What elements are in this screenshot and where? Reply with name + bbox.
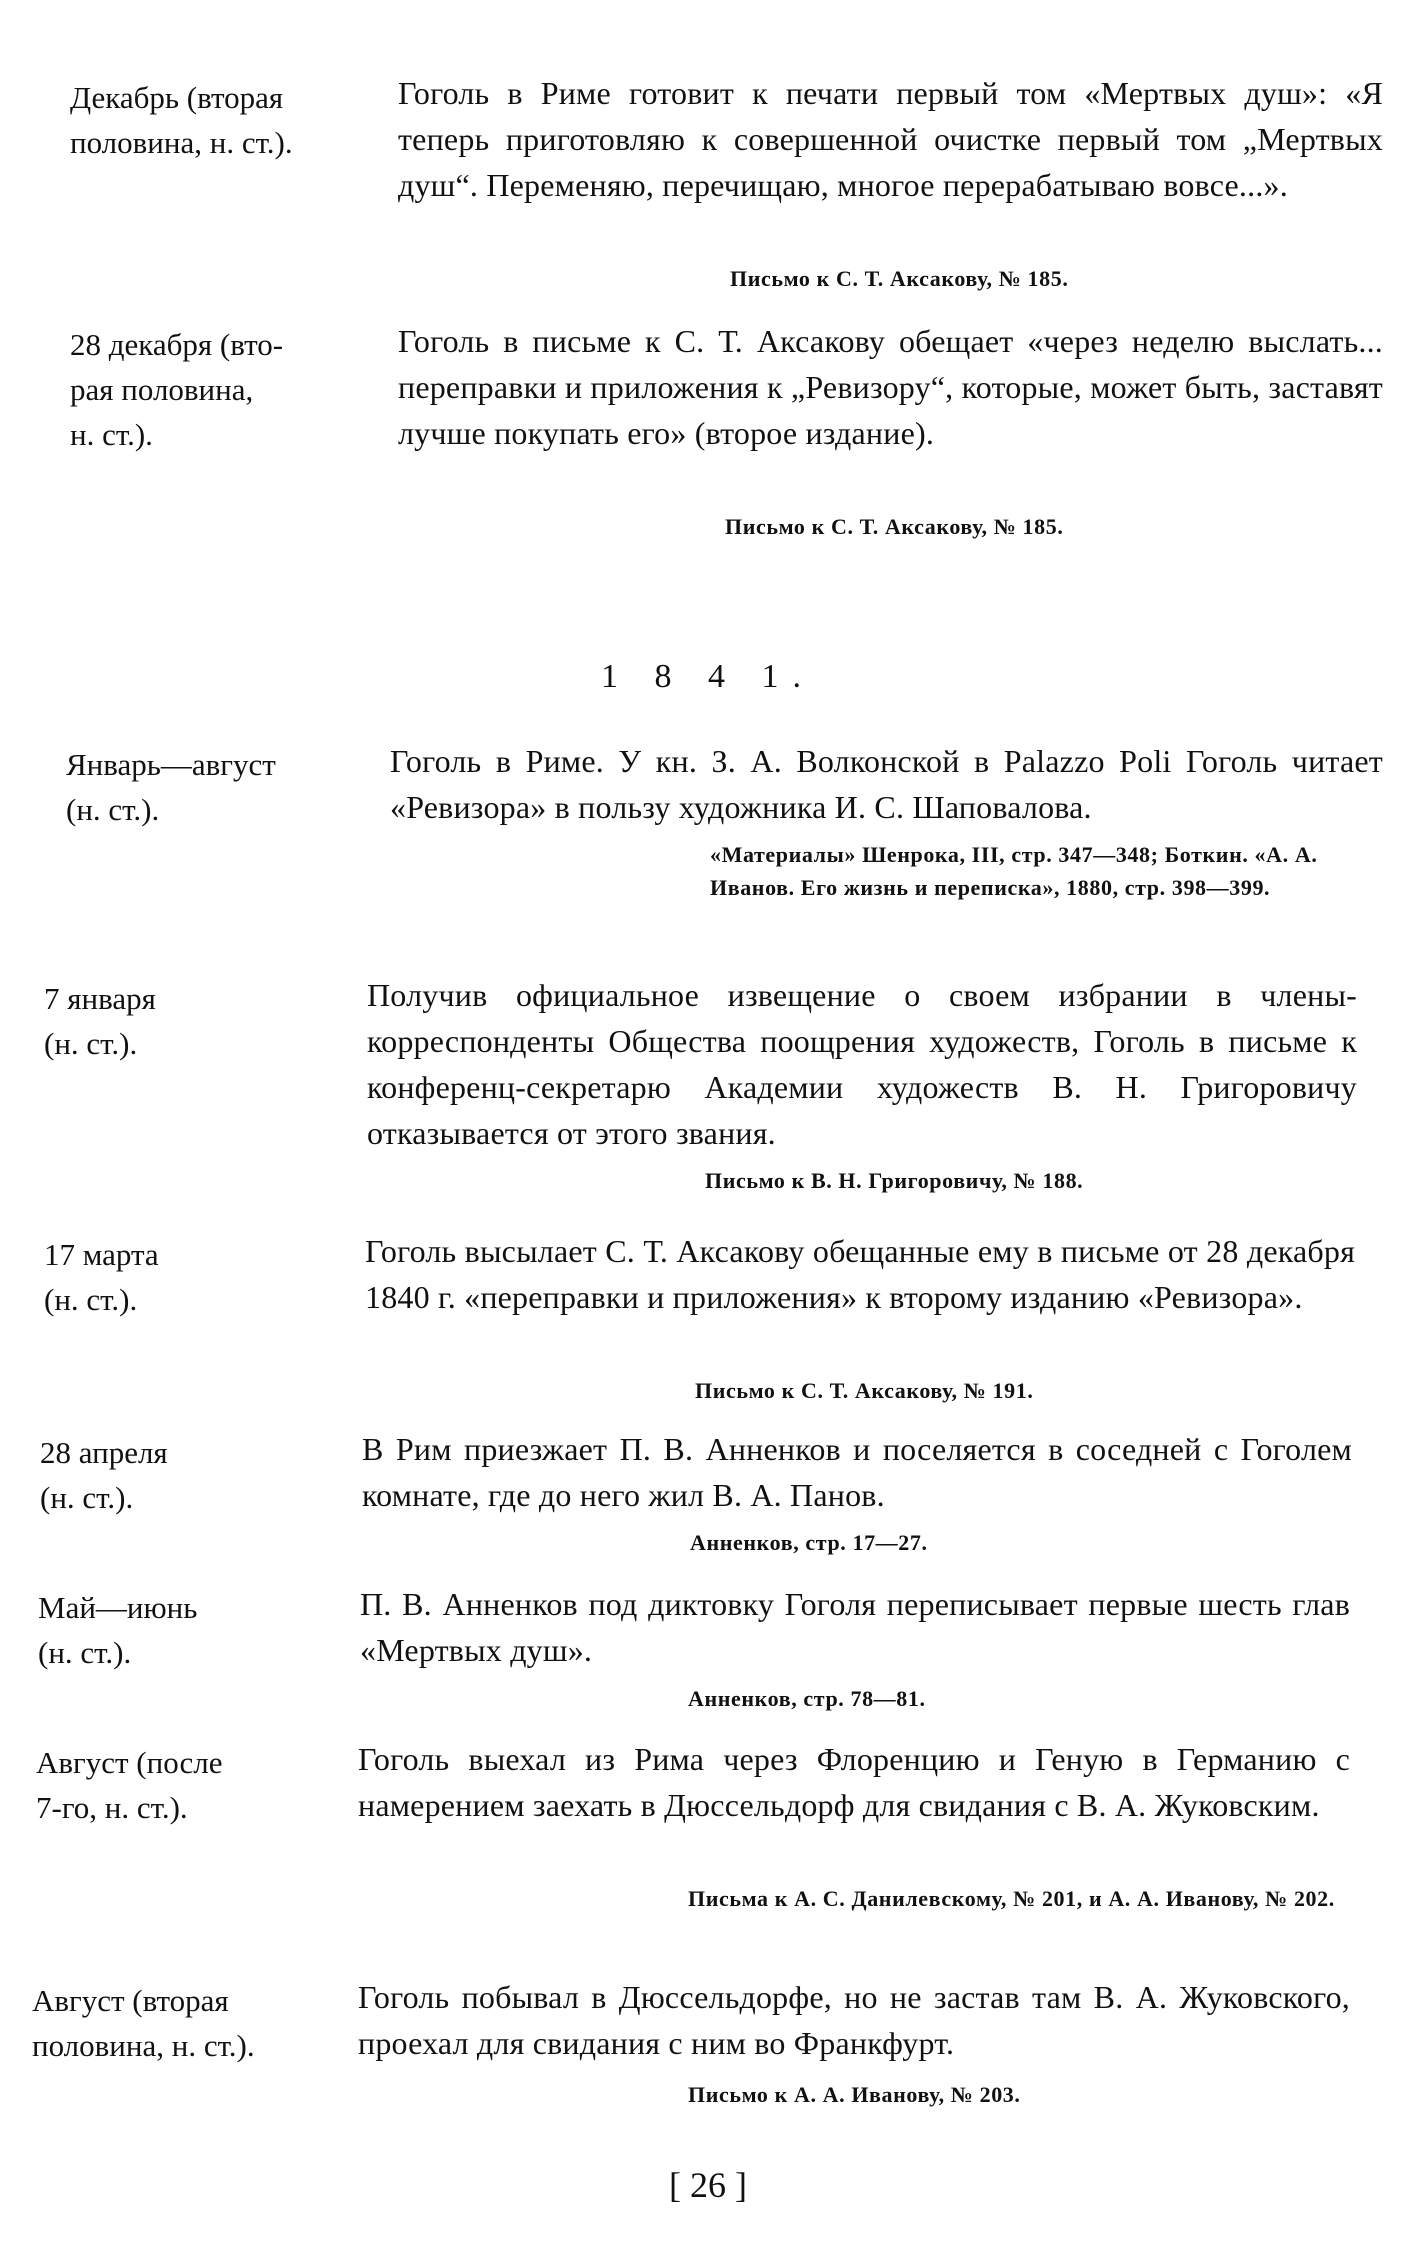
entry-source: Письмо к В. Н. Григоровичу, № 188. [705,1168,1084,1193]
entry-source: Письмо к С. Т. Аксакову, № 191. [695,1378,1034,1403]
entry-date: 28 апреля (н. ст.). [40,1435,168,1515]
entry-text: Гоголь в Риме готовит к печати первый том «Мертвых душ»: «Я теперь приготовляю к совершенной очистке первый том „Мертвых душ“. Переменяю, перечищаю, многое перерабатываю вовсе...». [398,75,1383,203]
entry-date: Декабрь (вторая половина, н. ст.). [70,80,293,160]
entry-text: Гоголь высылает С. Т. Аксакову обещанные ему в письме от 28 декабря 1840 г. «переправки и приложения» к второму изданию «Ревизора». [365,1233,1355,1315]
entry-date: 28 декабря (вто- рая половина, н. ст.). [70,327,284,452]
entry-date: 7 января (н. ст.). [44,981,156,1061]
entry-source: Анненков, стр. 17—27. [690,1530,928,1555]
entry-text: П. В. Анненков под диктовку Гоголя переписывает первые шесть глав «Мертвых душ». [360,1586,1350,1668]
entry-text: Гоголь в Риме. У кн. З. А. Волконской в Palazzo Poli Гоголь читает «Ревизора» в пользу художника И. С. Шаповалова. [390,743,1383,825]
entry-source: Письмо к С. Т. Аксакову, № 185. [725,514,1064,539]
entry-date: Январь—август (н. ст.). [66,747,276,827]
entry-date: Август (после 7-го, н. ст.). [36,1745,223,1825]
entry-date: 17 марта (н. ст.). [44,1237,159,1317]
entry-text: Гоголь побывал в Дюссельдорфе, но не застав там В. А. Жуковского, проехал для свидания с ним во Франкфурт. [358,1979,1350,2061]
entry-text: Гоголь в письме к С. Т. Аксакову обещает «через неделю выслать... переправки и приложения к „Ревизору“, которые, может быть, заставят лучше покупать его» (второе издание). [398,323,1383,451]
entry-source: Анненков, стр. 78—81. [688,1686,926,1711]
entry-text: Гоголь выехал из Рима через Флоренцию и Геную в Германию с намерением заехать в Дюссельдорф для свидания с В. А. Жуковским. [358,1741,1350,1823]
entry-date: Август (вторая половина, н. ст.). [32,1983,255,2063]
entry-source: Письмо к С. Т. Аксакову, № 185. [730,266,1069,291]
entry-source: Письмо к А. А. Иванову, № 203. [688,2082,1021,2107]
entry-source: «Материалы» Шенрока, III, стр. 347—348; Боткин. «А. А. Иванов. Его жизнь и переписка», 1880, стр. 398—399. [710,842,1318,900]
entry-text: Получив официальное извещение о своем избрании в члены-корреспонденты Общества поощрения художеств, Гоголь в письме к конференц-секретарю Академии художеств В. Н. Григоровичу отказывается от этого звания. [367,977,1357,1151]
entry-date: Май—июнь (н. ст.). [38,1590,198,1670]
page-number: [ 26 ] [669,2165,747,2205]
entry-source: Письма к А. С. Данилевскому, № 201, и А. А. Иванову, № 202. [688,1886,1335,1911]
year-heading: 1 8 4 1. [601,658,815,695]
entry-text: В Рим приезжает П. В. Анненков и поселяется в соседней с Гоголем комнате, где до него жил В. А. Панов. [362,1431,1352,1513]
